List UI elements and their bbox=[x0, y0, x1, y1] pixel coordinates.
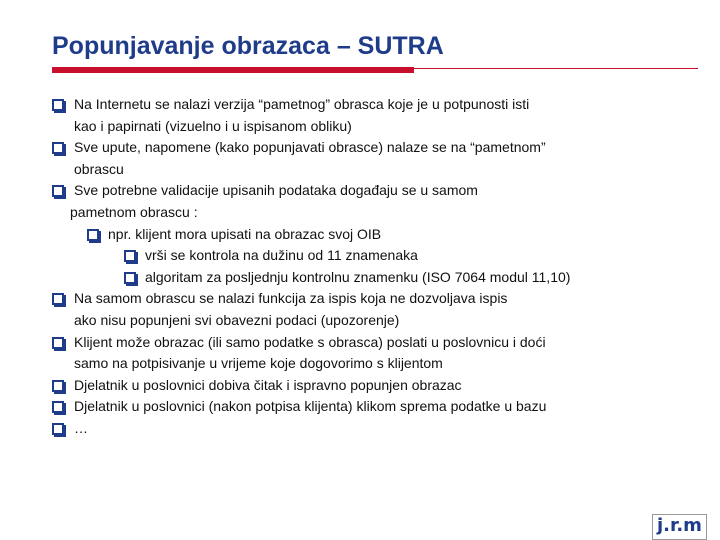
bullet-icon bbox=[52, 337, 64, 349]
bullet-text-continuation: obrascu bbox=[74, 160, 124, 177]
page-title: Popunjavanje obrazaca – SUTRA bbox=[52, 32, 444, 60]
bullet-text: Na samom obrascu se nalazi funkcija za ispis koja ne dozvoljava ispis bbox=[74, 290, 508, 307]
title-rule-thick bbox=[52, 67, 414, 73]
bullet-icon bbox=[52, 185, 64, 197]
bullet-icon bbox=[87, 229, 99, 241]
bullet-icon bbox=[52, 99, 64, 111]
bullet-text: vrši se kontrola na dužinu od 11 znamenaka bbox=[145, 247, 418, 264]
bullet-text: … bbox=[74, 420, 88, 436]
title-rule-thin bbox=[414, 68, 698, 69]
bullet-icon bbox=[52, 380, 64, 392]
bullet-text: Klijent može obrazac (ili samo podatke s obrasca) poslati u poslovnicu i doći bbox=[74, 333, 546, 350]
bullet-text: Sve upute, napomene (kako popunjavati obrasce) nalaze se na “pametnom” bbox=[74, 139, 546, 156]
company-logo: j.r.m bbox=[652, 514, 707, 540]
bullet-icon bbox=[124, 250, 136, 262]
bullet-text: npr. klijent mora upisati na obrazac svoj OIB bbox=[108, 225, 382, 242]
bullet-text: Na Internetu se nalazi verzija “pametnog” obrasca koje je u potpunosti isti bbox=[74, 96, 530, 112]
bullet-text-continuation: kao i papirnati (vizuelno i u ispisanom obliku) bbox=[74, 117, 352, 134]
bullet-text: Sve potrebne validacije upisanih podataka događaju se u samom bbox=[74, 182, 478, 199]
bullet-icon bbox=[52, 423, 64, 435]
bullet-text-continuation: ako nisu popunjeni svi obavezni podaci (upozorenje) bbox=[74, 312, 400, 328]
bullet-icon bbox=[52, 142, 64, 154]
bullet-text: algoritam za posljednju kontrolnu znamenku (ISO 7064 modul 11,10) bbox=[145, 268, 571, 285]
bullet-text-continuation: samo na potpisivanje u vrijeme koje dogovorimo s klijentom bbox=[74, 355, 443, 372]
bullet-icon bbox=[124, 272, 136, 284]
bullet-text-continuation: pametnom obrascu : bbox=[70, 204, 198, 220]
bullet-text: Djelatnik u poslovnici (nakon potpisa klijenta) klikom sprema podatke u bazu bbox=[74, 398, 547, 415]
bullet-icon bbox=[52, 401, 64, 413]
bullet-text: Djelatnik u poslovnici dobiva čitak i ispravno popunjen obrazac bbox=[74, 376, 462, 393]
bullet-icon bbox=[52, 293, 64, 305]
